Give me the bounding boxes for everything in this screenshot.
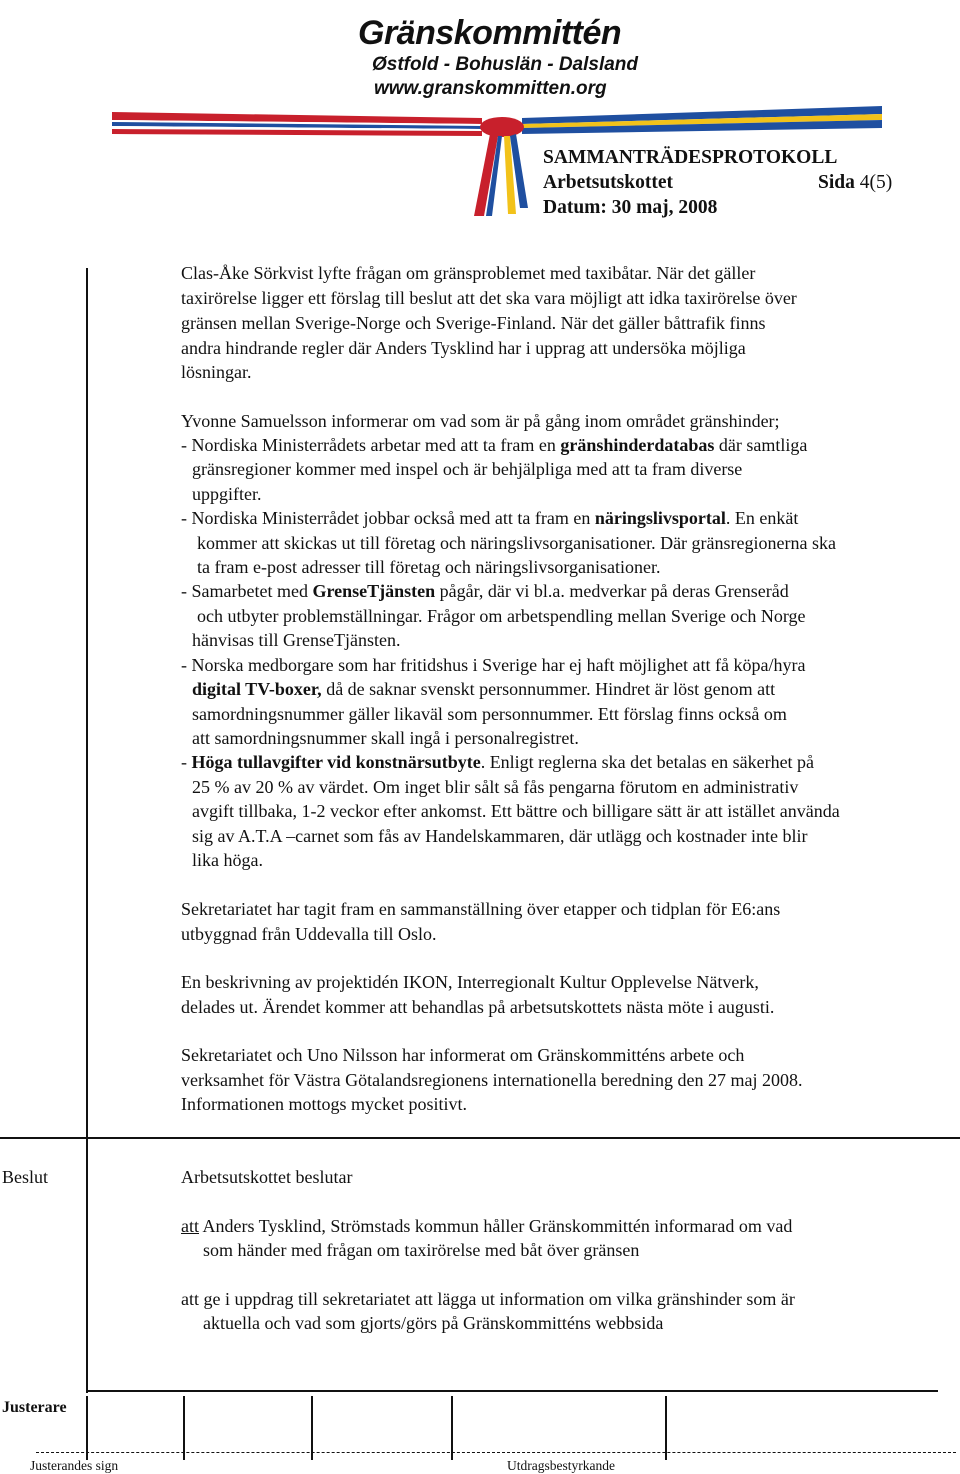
page-label: Sida (818, 172, 855, 193)
text-line: avgift tillbaka, 1-2 veckor efter ankomst. Ett bättre och billigare sätt är att istället använda (192, 801, 840, 821)
ribbon-knot (480, 117, 524, 137)
hanging-ribbons (474, 134, 528, 216)
logo-url: www.granskommitten.org (374, 78, 607, 99)
meeting-date: Datum: 30 maj, 2008 (543, 197, 718, 218)
text-line: digital TV-boxer, då de saknar svenskt personnummer. Hindret är löst genom att (192, 679, 776, 699)
page-number (818, 172, 892, 194)
norway-ribbon (112, 112, 482, 136)
text-line: - Höga tullavgifter vid konstnärsutbyte. Enligt reglerna ska det betalas en säkerhet på (181, 752, 815, 772)
text-line: att ge i uppdrag till sekretariatet att lägga ut information om vilka gränshinder som är (181, 1289, 795, 1309)
justerare-label: Justerare (2, 1399, 67, 1416)
sign-box-divider (665, 1396, 667, 1460)
text-line: kommer att skickas ut till företag och näringslivsorganisationer. Där gränsregionerna ska (197, 533, 836, 553)
text-line: verksamhet för Västra Götalandsregionens internationella beredning den 27 maj 2008. (181, 1070, 803, 1090)
text-line: sig av A.T.A –carnet som fås av Handelskammaren, där utlägg och kostnader inte blir (192, 826, 808, 846)
sweden-ribbon (522, 106, 882, 134)
text-line: ta fram e-post adresser till företag och näringslivsorganisationer. (197, 557, 661, 577)
text-line: utbyggnad från Uddevalla till Oslo. (181, 924, 437, 944)
sign-box-divider (183, 1396, 185, 1460)
text-line: hänvisas till GrenseTjänsten. (192, 630, 401, 650)
text-line: aktuella och vad som gjorts/görs på Gränskommitténs webbsida (203, 1313, 664, 1333)
text-line: - Nordiska Ministerrådet jobbar också med att ta fram en näringslivsportal. En enkät (181, 508, 799, 528)
document-type: SAMMANTRÄDESPROTOKOLL (543, 147, 838, 168)
logo-subtitle: Østfold - Bohuslän - Dalsland (372, 54, 639, 75)
text-line: andra hindrande regler där Anders Tysklind har i upprag att undersöka möjliga (181, 338, 746, 358)
text-line: uppgifter. (192, 484, 262, 504)
text-line: lösningar. (181, 362, 252, 382)
text-line: Sekretariatet och Uno Nilsson har informerat om Gränskommitténs arbete och (181, 1045, 745, 1065)
justerandes-sign-label: Justerandes sign (30, 1458, 119, 1473)
committee-name: Arbetsutskottet (543, 172, 673, 193)
text-line: - Nordiska Ministerrådets arbetar med att ta fram en gränshinderdatabas där samtliga (181, 435, 808, 455)
sign-box-divider (451, 1396, 453, 1460)
text-line: - Samarbetet med GrenseTjänsten pågår, där vi bl.a. medverkar på deras Grenseråd (181, 581, 789, 601)
logo-title: Gränskommittén (358, 14, 622, 52)
text-line: och utbyter problemställningar. Frågor om arbetspendling mellan Sverige och Norge (197, 606, 806, 626)
text-line: samordningsnummer gäller likaväl som personnummer. Ett förslag finns också om (192, 704, 787, 724)
text-line: En beskrivning av projektidén IKON, Interregionalt Kultur Opplevelse Nätverk, (181, 972, 759, 992)
text-line: lika höga. (192, 850, 263, 870)
text-line: gränsen mellan Sverige-Norge och Sverige-Finland. När det gäller båttrafik finns (181, 313, 766, 333)
section-divider (0, 1137, 960, 1139)
text-line: taxirörelse ligger ett förslag till beslut att det ska vara möjligt att idka taxirörelse över (181, 288, 797, 308)
text-line: 25 % av 20 % av värdet. Om inget blir sålt så fås pengarna förutom en administrativ (192, 777, 799, 797)
page-value: 4(5) (859, 172, 893, 193)
utdragsbestyrkande-label: Utdragsbestyrkande (507, 1458, 615, 1473)
text-line: gränsregioner kommer med inspel och är behjälpliga med att ta fram diverse (192, 459, 743, 479)
text-line: Clas-Åke Sörkvist lyfte frågan om gränsproblemet med taxibåtar. När det gäller (181, 263, 756, 283)
signature-line (36, 1452, 956, 1454)
decision-label: Beslut (2, 1167, 49, 1187)
sign-box-divider (86, 1396, 88, 1460)
text-line: delades ut. Ärendet kommer att behandlas på arbetsutskottets nästa möte i augusti. (181, 997, 775, 1017)
text-line: Sekretariatet har tagit fram en sammanställning över etapper och tidplan för E6:ans (181, 899, 781, 919)
decision-intro: Arbetsutskottet beslutar (181, 1167, 353, 1187)
margin-rule (86, 268, 88, 1393)
text-line: att Anders Tysklind, Strömstads kommun håller Gränskommittén informarad om vad (181, 1216, 793, 1236)
footer-top-rule (86, 1390, 938, 1392)
text-line: att samordningsnummer skall ingå i personalregistret. (192, 728, 579, 748)
paragraph-gränshinder-intro: Yvonne Samuelsson informerar om vad som är på gång inom området gränshinder; (181, 411, 780, 431)
text-line: som händer med frågan om taxirörelse med båt över gränsen (203, 1240, 640, 1260)
text-line: Informationen mottogs mycket positivt. (181, 1094, 467, 1114)
text-line: - Norska medborgare som har fritidshus i Sverige har ej haft möjlighet att få köpa/hyra (181, 655, 806, 675)
sign-box-divider (311, 1396, 313, 1460)
